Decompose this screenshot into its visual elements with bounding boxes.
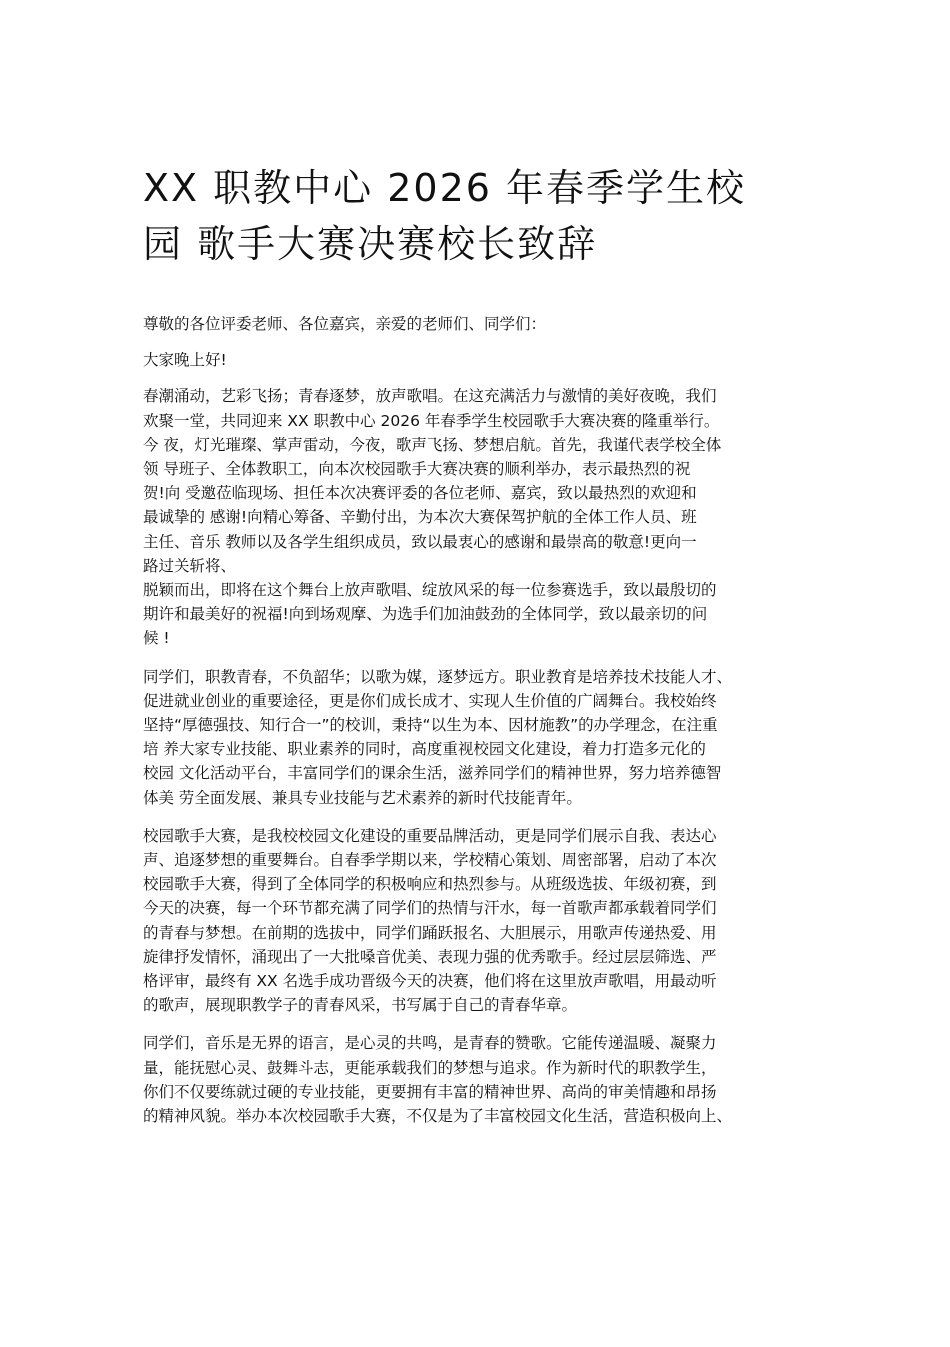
text-line: 的精神风貌。举办本次校园歌手大赛，不仅是为了丰富校园文化生活，营造积极向上、 [143,1107,733,1126]
text-line: 期许和最美好的祝福!向到场观摩、为选手们加油鼓劲的全体同学，致以最亲切的问 [143,605,708,624]
text-line: 校园 文化活动平台，丰富同学们的课余生活，滋养同学们的精神世界，努力培养德智 [143,764,722,783]
text-line: 旋律抒发情怀，涌现出了一大批嗓音优美、表现力强的优秀歌手。经过层层筛选、严 [143,947,717,966]
text-line: 今天的决赛，每一个环节都充满了同学们的热情与汗水，每一首歌声都承载着同学们 [143,899,717,918]
greeting-paragraph [143,348,823,372]
text-line: 校园歌手大赛，得到了全体同学的积极响应和热烈参与。从班级选拔、年级初赛，到 [143,875,717,894]
text-line: 的青春与梦想。在前期的选拔中，同学们踊跃报名、大胆展示，用歌声传递热爱、用 [143,923,717,942]
text-line: 今 夜，灯光璀璨、掌声雷动，今夜，歌声飞扬、梦想启航。首先，我谨代表学校全体 [143,435,722,454]
text-line: 春潮涌动，艺彩飞扬；青春逐梦，放声歌唱。在这充满活力与激情的美好夜晚，我们 [143,387,717,406]
opening-paragraph [143,384,823,650]
text-line: 路过关斩将、 [143,556,237,575]
document-body [143,312,823,1128]
text-line: 促进就业创业的重要途径，更是你们成长成才、实现人生价值的广阔舞台。我校始终 [143,691,717,710]
text-line: 最诚挚的 感谢!向精心筹备、辛勤付出，为本次大赛保驾护航的全体工作人员、班 [143,508,697,527]
text-line: 脱颖而出，即将在这个舞台上放声歌唱、绽放风采的每一位参赛选手，致以最殷切的 [143,581,717,600]
salutation-paragraph [143,312,823,336]
title-line: XX 职教中心 2026 年春季学生校 [143,166,747,210]
text-line: 格评审，最终有 XX 名选手成功晋级今天的决赛，他们将在这里放声歌唱，用最动听 [143,972,717,991]
education-paragraph [143,665,823,810]
text-line: 体美 劳全面发展、兼具专业技能与艺术素养的新时代技能青年。 [143,788,582,807]
text-line: 同学们，音乐是无界的语言，是心灵的共鸣，是青春的赞歌。它能传递温暖、凝聚力 [143,1034,717,1053]
text-line: 坚持“厚德强技、知行合一”的校训，秉持“以生为本、因材施教”的办学理念，在注重 [143,716,718,735]
text-line: 贺!向 受邀莅临现场、担任本次决赛评委的各位老师、嘉宾，致以最热烈的欢迎和 [143,484,697,503]
text-line: 你们不仅要练就过硬的专业技能，更要拥有丰富的精神世界、高尚的审美情趣和昂扬 [143,1082,717,1101]
text-line: 主任、音乐 教师以及各学生组织成员，致以最衷心的感谢和最崇高的敬意!更向一 [143,532,697,551]
text-line: 量，能抚慰心灵、鼓舞斗志，更能承载我们的梦想与追求。作为新时代的职教学生， [143,1058,717,1077]
text-line: 尊敬的各位评委老师、各位嘉宾，亲爱的老师们、同学们： [143,315,547,333]
text-line: 校园歌手大赛，是我校校园文化建设的重要品牌活动，更是同学们展示自我、表达心 [143,826,717,845]
text-line: 声、追逐梦想的重要舞台。自春季学期以来，学校精心策划、周密部署，启动了本次 [143,851,717,870]
text-line: 的歌声，展现职教学子的青春风采，书写属于自己的青春华章。 [143,996,578,1015]
contest-paragraph [143,824,823,1018]
text-line: 同学们，职教青春，不负韶华；以歌为媒，逐梦远方。职业教育是培养技术技能人才、 [143,667,733,686]
text-line: 领 导班子、全体教职工，向本次校园歌手大赛决赛的顺利举办，表示最热烈的祝 [143,460,691,479]
music-paragraph [143,1031,823,1128]
text-line: 培 养大家专业技能、职业素养的同时，高度重视校园文化建设，着力打造多元化的 [143,740,706,759]
text-line: 大家晚上好! [143,351,227,370]
text-line: 欢聚一堂，共同迎来 XX 职教中心 2026 年春季学生校园歌手大赛决赛的隆重举行。 [143,411,720,430]
text-line: 候 ! [143,629,170,648]
document-title [143,160,823,272]
title-line: 园 歌手大赛决赛校长致辞 [143,222,598,266]
